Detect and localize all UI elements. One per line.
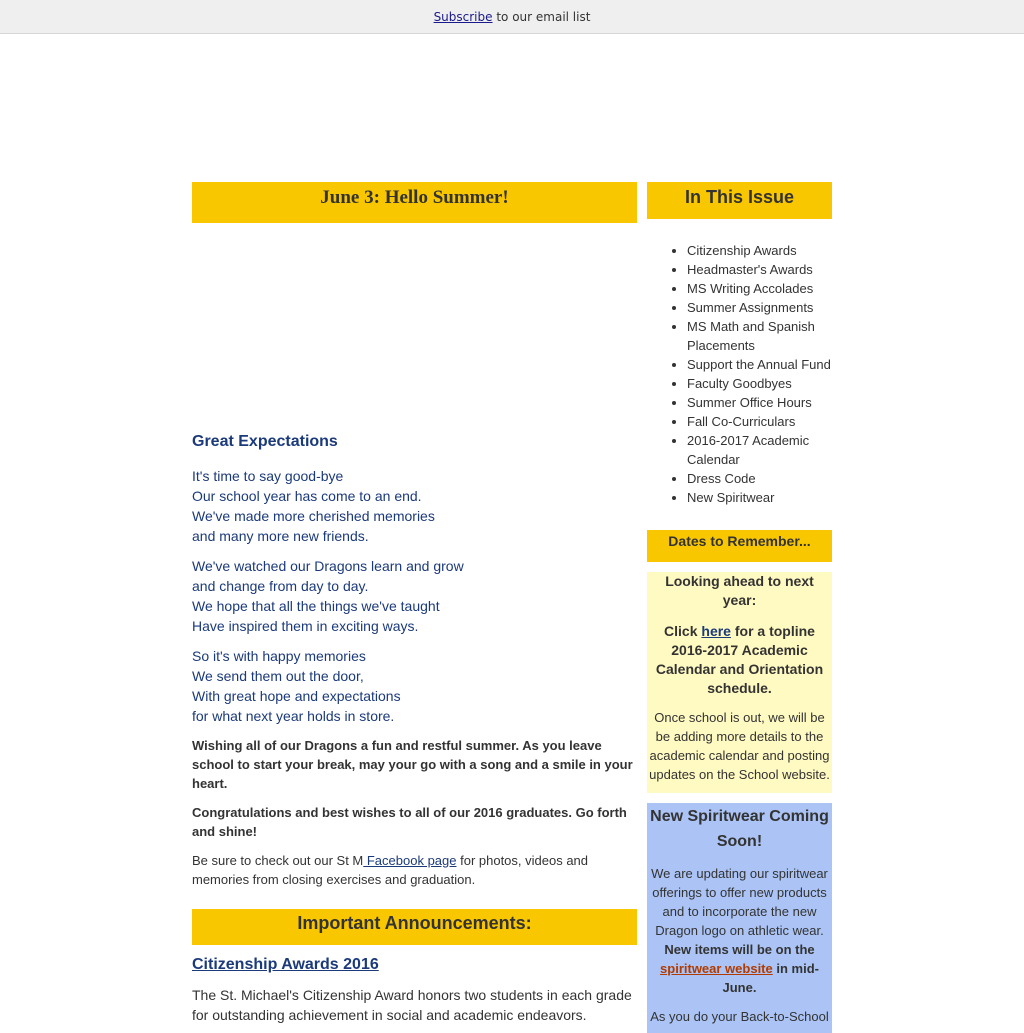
citizenship-awards-link[interactable]: Citizenship Awards 2016 xyxy=(192,956,379,973)
poem-line: We hope that all the things we've taught xyxy=(192,598,440,614)
poem-stanza-1 xyxy=(192,466,637,546)
calendar-here-link[interactable]: here xyxy=(701,623,731,639)
click-text-post: for a topline 2016-2017 Academic Calendar and Orientation schedule. xyxy=(655,623,824,696)
announcements-banner: Important Announcements: xyxy=(192,909,637,945)
calendar-click-text xyxy=(649,622,830,698)
in-this-issue-banner: In This Issue xyxy=(647,182,832,219)
subscribe-bar xyxy=(0,0,1024,34)
issue-list xyxy=(647,241,832,507)
hero-image-placeholder xyxy=(192,223,637,428)
subscribe-link[interactable]: Subscribe xyxy=(433,10,493,24)
facebook-page-link[interactable]: Facebook page xyxy=(363,853,457,868)
spiritwear-desc: We are updating our spiritwear offerings to offer new products and to incorporate the new Dragon logo on athletic wear. xyxy=(651,866,828,938)
spiritwear-bold-pre: New items will be on the xyxy=(664,942,815,957)
citizenship-text: The St. Michael's Citizenship Award honors two students in each grade for outstanding achievement in social and academic endeavors. xyxy=(192,987,632,1023)
spiritwear-website-link[interactable]: spiritwear website xyxy=(660,961,773,976)
poem-line: With great hope and expectations xyxy=(192,688,401,704)
main-column xyxy=(192,182,637,1025)
graduates-congrats-text: Congratulations and best wishes to all of our 2016 graduates. Go forth and shine! xyxy=(192,805,627,839)
list-item: • Citizenship Awards xyxy=(687,241,832,260)
poem xyxy=(192,466,637,726)
poem-line: Our school year has come to an end. xyxy=(192,488,422,504)
spiritwear-bold-post: in mid-June. xyxy=(722,961,819,995)
spiritwear-box xyxy=(647,803,832,1033)
poem-line: and change from day to day. xyxy=(192,578,369,594)
newsletter-title: June 3: Hello Summer! xyxy=(192,182,637,223)
list-item: • Dress Code xyxy=(687,469,832,488)
click-text-pre: Click xyxy=(664,623,702,639)
list-item: • Summer Office Hours xyxy=(687,393,832,412)
school-out-text: Once school is out, we will be be adding more details to the academic calendar and posting updates on the School website. xyxy=(649,710,830,782)
spiritwear-heading: New Spiritwear Coming Soon! xyxy=(650,808,829,850)
list-item: • New Spiritwear xyxy=(687,488,832,507)
list-item: • 2016-2017 Academic Calendar xyxy=(687,431,832,469)
facebook-paragraph xyxy=(192,851,637,889)
poem-stanza-2 xyxy=(192,556,637,636)
poem-line: It's time to say good-bye xyxy=(192,468,344,484)
poem-line: We've made more cherished memories xyxy=(192,508,435,524)
subscribe-bar-text: to our email list xyxy=(492,10,591,24)
facebook-text-post: for photos, videos and memories from closing exercises and graduation. xyxy=(192,853,589,887)
dates-to-remember-banner: Dates to Remember... xyxy=(647,530,832,562)
poem-line: We've watched our Dragons learn and grow xyxy=(192,558,464,574)
list-item: • Faculty Goodbyes xyxy=(687,374,832,393)
poem-line: So it's with happy memories xyxy=(192,648,366,664)
spiritwear-more-text: As you do your Back-to-School xyxy=(650,1009,829,1024)
poem-stanza-3 xyxy=(192,646,637,726)
spiritwear-bold-text xyxy=(660,942,819,995)
list-item: • MS Writing Accolades xyxy=(687,279,832,298)
poem-line: and many more new friends. xyxy=(192,528,369,544)
list-item: • Support the Annual Fund xyxy=(687,355,832,374)
summer-wish-text: Wishing all of our Dragons a fun and restful summer. As you leave school to start your break, may your go with a song and a smile in your heart. xyxy=(192,738,633,791)
list-item: • MS Math and Spanish Placements xyxy=(687,317,832,355)
spiritwear-text xyxy=(649,864,830,997)
sidebar xyxy=(647,182,832,1033)
facebook-text-pre: Be sure to check out our St M xyxy=(192,853,364,868)
academic-calendar-box xyxy=(647,572,832,793)
poem-line: Have inspired them in exciting ways. xyxy=(192,618,419,634)
list-item: • Summer Assignments xyxy=(687,298,832,317)
section-heading-great-expectations: Great Expectations xyxy=(192,433,338,450)
lookahead-heading: Looking ahead to next year: xyxy=(665,573,814,608)
list-item: • Headmaster's Awards xyxy=(687,260,832,279)
poem-line: We send them out the door, xyxy=(192,668,364,684)
list-item: • Fall Co-Curriculars xyxy=(687,412,832,431)
poem-line: for what next year holds in store. xyxy=(192,708,395,724)
